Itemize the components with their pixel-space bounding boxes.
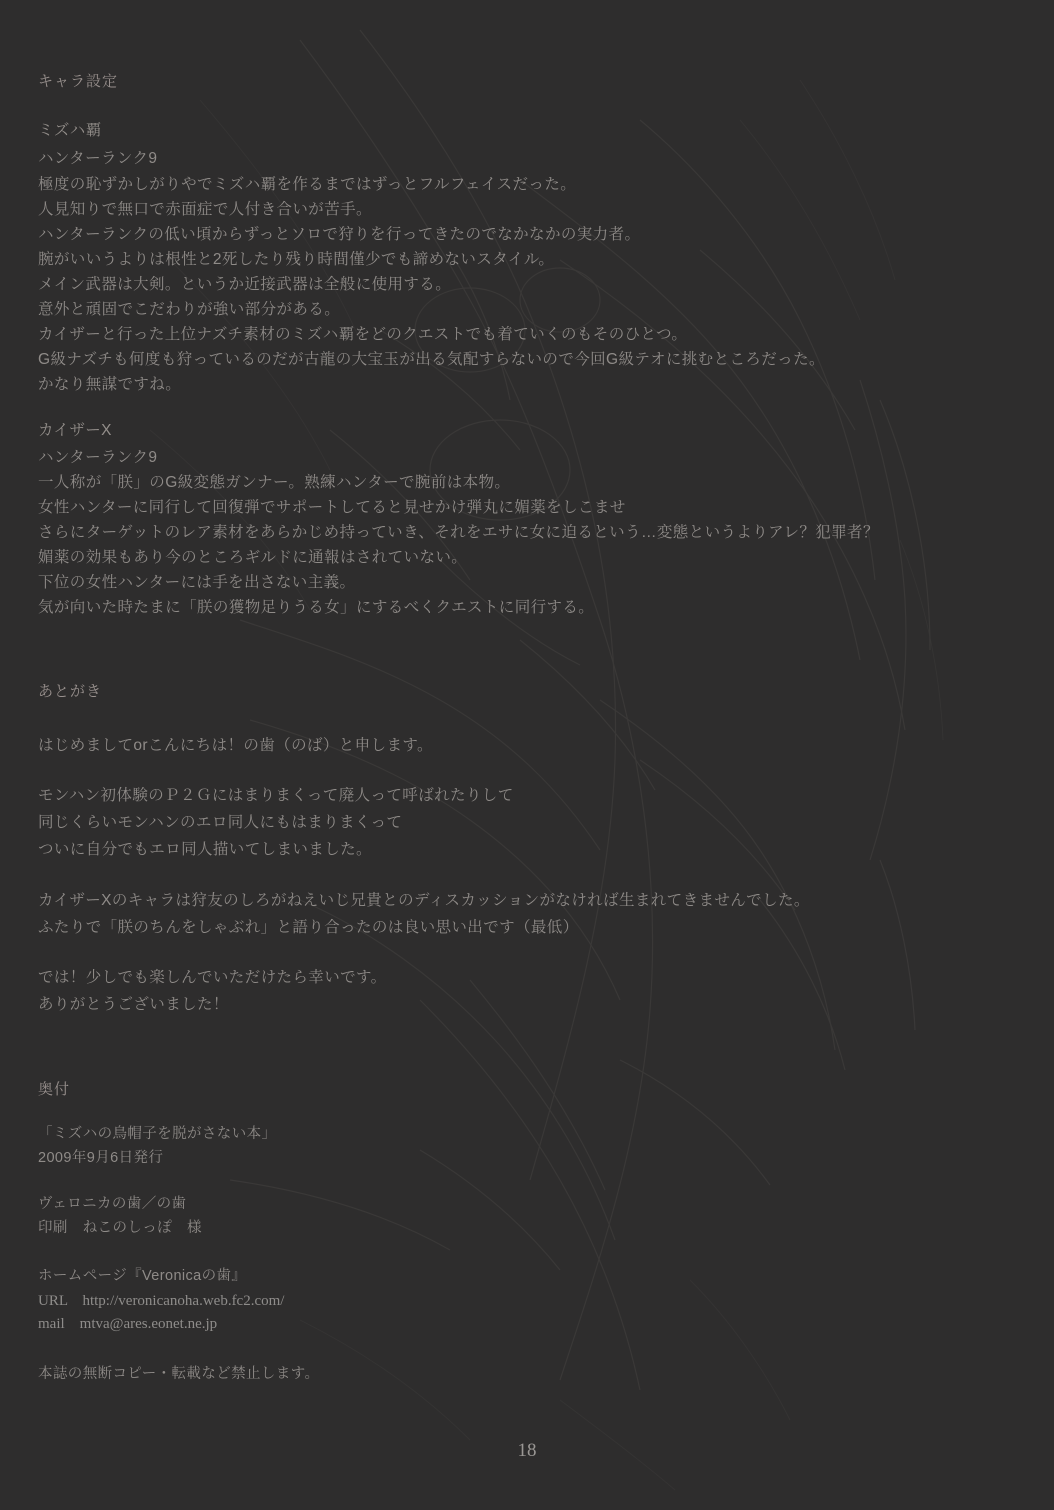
character-line: 極度の恥ずかしがりやでミズハ覇を作るまではずっとフルフェイスだった。 <box>38 176 577 193</box>
colophon-date: 2009年9月6日発行 <box>38 1150 164 1166</box>
colophon-title: 「ミズハの鳥帽子を脱がさない本」 <box>38 1126 277 1142</box>
afterword-line: はじめましてorこんにちは！の歯（のば）と申します。 <box>38 737 433 754</box>
afterword-line: では！少しでも楽しんでいただけたら幸いです。 <box>38 969 387 986</box>
character-line: カイザーと行った上位ナズチ素材のミズハ覇をどのクエストでも着ていくのもそのひとつ。 <box>38 326 688 343</box>
colophon-notice: 本誌の無断コピー・転載など禁止します。 <box>38 1366 320 1382</box>
colophon-homepage: ホームページ『Veronicaの歯』 <box>38 1268 247 1284</box>
character-line: 人見知りで無口で赤面症で人付き合いが苦手。 <box>38 201 372 218</box>
character-line: 気が向いた時たまに「朕の獲物足りうる女」にするべくクエストに同行する。 <box>38 599 595 616</box>
character-line: かなり無謀ですね。 <box>38 376 182 393</box>
character-name-2: カイザーX <box>38 422 112 439</box>
section-heading-colophon: 奥付 <box>38 1081 71 1098</box>
character-line: 媚薬の効果もあり今のところギルドに通報はされていない。 <box>38 549 468 566</box>
section-heading-chara-settings: キャラ設定 <box>38 73 119 90</box>
page-number: 18 <box>517 1440 537 1461</box>
character-line: G級ナズチも何度も狩っているのだが古龍の大宝玉が出る気配すらないので今回G級テオに挑むところだった。 <box>38 351 825 368</box>
character-line: 一人称が「朕」のG級変態ガンナー。熟練ハンターで腕前は本物。 <box>38 474 511 491</box>
afterword-line: カイザーXのキャラは狩友のしろがねえいじ兄貴とのディスカッションがなければ生まれてきませんでした。 <box>38 892 810 909</box>
section-heading-afterword: あとがき <box>38 683 103 700</box>
colophon-printer: 印刷 ねこのしっぽ 様 <box>38 1220 202 1236</box>
character-line: 女性ハンターに同行して回復弾でサポートしてると見せかけ弾丸に媚薬をしこませ <box>38 499 626 516</box>
character-line: 下位の女性ハンターには手を出さない主義。 <box>38 574 356 591</box>
character-line: 意外と頑固でこだわりが強い部分がある。 <box>38 301 341 318</box>
character-name-1: ミズハ覇 <box>38 122 102 139</box>
character-rank-1: ハンターランク9 <box>38 150 158 167</box>
character-line: さらにターゲットのレア素材をあらかじめ持っていき、それをエサに女に迫るという…変態というよりアレ？犯罪者？ <box>38 524 879 541</box>
colophon-circle: ヴェロニカの歯／の歯 <box>38 1196 187 1212</box>
afterword-line: 同じくらいモンハンのエロ同人にもはまりまくって <box>38 814 403 831</box>
afterword-line: ふたりで「朕のちんをしゃぶれ」と語り合ったのは良い思い出です（最低） <box>38 919 579 936</box>
colophon-url[interactable]: URL http://veronicanoha.web.fc2.com/ <box>38 1293 285 1309</box>
colophon-mail[interactable]: mail mtva@ares.eonet.ne.jp <box>38 1316 218 1332</box>
character-rank-2: ハンターランク9 <box>38 449 158 466</box>
character-line: 腕がいいうよりは根性と2死したり残り時間僅少でも諦めないスタイル。 <box>38 251 555 268</box>
afterword-line: ついに自分でもエロ同人描いてしまいました。 <box>38 841 372 858</box>
afterword-line: ありがとうございました！ <box>38 996 229 1013</box>
afterword-line: モンハン初体験のＰ２Ｇにはまりまくって廃人って呼ばれたりして <box>38 787 514 804</box>
character-line: メイン武器は大剣。というか近接武器は全般に使用する。 <box>38 276 452 293</box>
character-line: ハンターランクの低い頃からずっとソロで狩りを行ってきたのでなかなかの実力者。 <box>38 226 641 243</box>
